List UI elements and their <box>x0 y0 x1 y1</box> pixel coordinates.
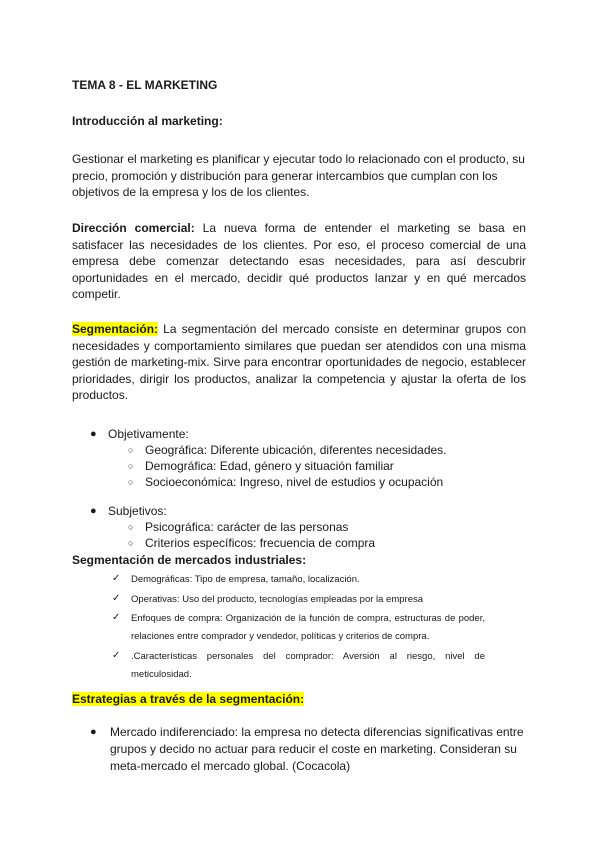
list-item: Operativas: Uso del producto, tecnologías empleadas por la empresa <box>131 594 424 605</box>
check-icon: ✓ <box>112 650 121 661</box>
direccion-label: Dirección comercial: <box>72 221 195 235</box>
bullet-icon: ● <box>90 726 97 738</box>
direccion-text: La nueva forma de entender el marketing se basa en satisfacer las necesidades de los clientes. Por eso, el proceso comercial de una empresa debe comenzar detectando esas necesidades, para así descubrir oportunidades en el mercado, decidir qué productos lanzar y en qué mercados competir. <box>72 221 526 301</box>
subjetivos-label: Subjetivos: <box>108 504 167 518</box>
industriales-heading: Segmentación de mercados industriales: <box>72 553 307 567</box>
check-icon: ✓ <box>112 593 121 604</box>
list-item: Demográficas: Tipo de empresa, tamaño, localización. <box>131 574 360 585</box>
segmentacion-label: Segmentación: <box>72 322 159 336</box>
estrategias-item: Mercado indiferenciado: la empresa no detecta diferencias significativas entre grupos y decido no actuar para reducir el coste en marketing. Consideran su meta-mercado el mercado global. (Cocacola) <box>110 725 524 773</box>
intro-heading: Introducción al marketing: <box>72 114 223 128</box>
estrategias-heading: Estrategias a través de la segmentación: <box>72 692 305 706</box>
list-item: Enfoques de compra: Organización de la función de compra, estructuras de poder, relaciones entre comprador y vendedor, políticas y criterios de compra. <box>131 613 485 642</box>
list-item: Socioeconómica: Ingreso, nivel de estudios y ocupación <box>145 475 444 489</box>
direccion-paragraph <box>72 220 526 303</box>
list-item: Demográfica: Edad, género y situación familiar <box>145 459 394 473</box>
circle-bullet-icon: ○ <box>128 538 134 548</box>
circle-bullet-icon: ○ <box>128 477 134 487</box>
list-item: .Características personales del comprador: Aversión al riesgo, nivel de meticulosidad. <box>131 651 485 680</box>
segmentacion-paragraph <box>72 321 526 404</box>
bullet-icon: ● <box>90 428 97 440</box>
segmentacion-text: La segmentación del mercado consiste en determinar grupos con necesidades y comportamiento similares que puedan ser atendidos con una misma gestión de marketing-mix. Sirve para encontrar oportunidades de negocio, establecer prioridades, dirigir los productos, analizar la competencia y ajustar la oferta de los productos. <box>72 322 526 402</box>
list-item: Geográfica: Diferente ubicación, diferentes necesidades. <box>145 443 447 457</box>
list-item: Psicográfica: carácter de las personas <box>145 520 349 534</box>
circle-bullet-icon: ○ <box>128 445 134 455</box>
circle-bullet-icon: ○ <box>128 461 134 471</box>
page-title: TEMA 8 - EL MARKETING <box>72 78 218 92</box>
circle-bullet-icon: ○ <box>128 522 134 532</box>
intro-paragraph: Gestionar el marketing es planificar y ejecutar todo lo relacionado con el producto, su precio, promoción y distribución para generar intercambios que cumplan con los objetivos de la empresa y los de los clientes. <box>72 152 525 199</box>
list-item: Criterios específicos: frecuencia de compra <box>145 536 376 550</box>
objetivamente-label: Objetivamente: <box>108 427 189 441</box>
bullet-icon: ● <box>90 505 97 517</box>
check-icon: ✓ <box>112 573 121 584</box>
check-icon: ✓ <box>112 612 121 623</box>
